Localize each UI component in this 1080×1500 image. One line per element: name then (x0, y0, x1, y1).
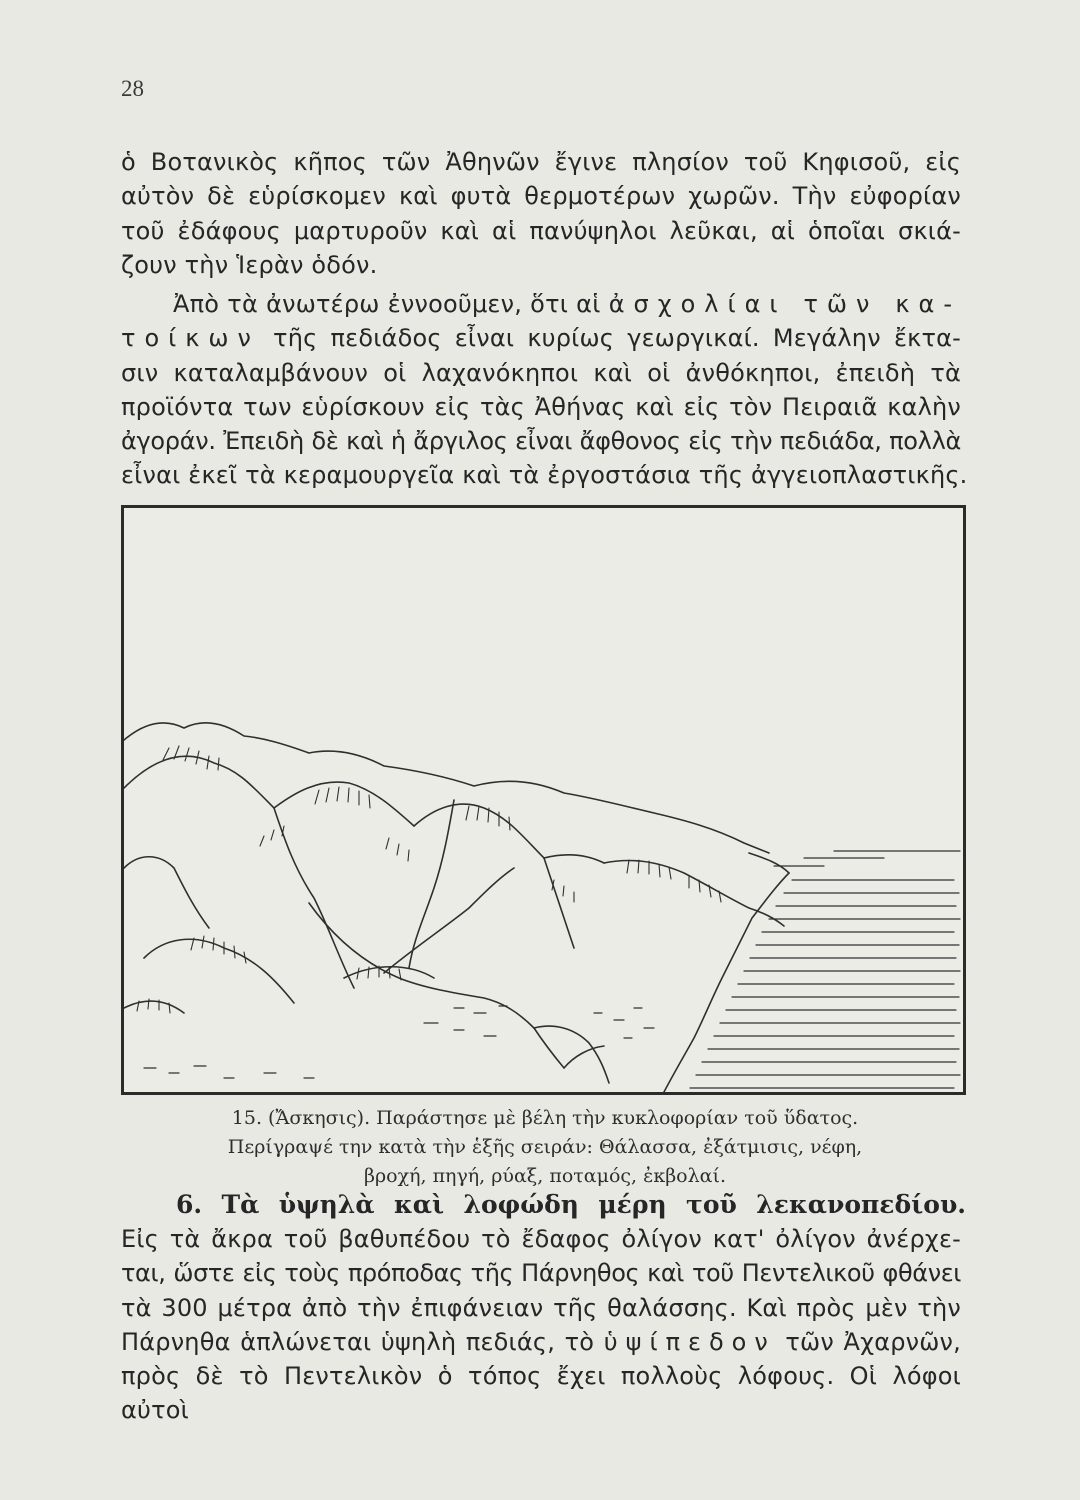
text-line: αὐτὸν δὲ εὑρίσκομεν καὶ φυτὰ θερμοτέρων χωρῶν. Τὴν εὐφορίαν (121, 182, 961, 211)
text-span: τῆς πεδιάδος εἶναι κυρίως γεωργικαί. Μεγάλην ἔκτα- (273, 324, 961, 353)
text-line: τοῦ ἐδάφους μαρτυροῦν καὶ αἱ πανύψηλοι λεῦκαι, αἱ ὁποῖαι σκιά- (121, 216, 961, 245)
section-heading: 6. Τὰ ὑψηλὰ καὶ λοφώδη μέρη τοῦ λεκανοπεδίου. (176, 1190, 966, 1219)
section-paragraph (121, 1222, 961, 1428)
page-number: 28 (121, 76, 144, 101)
spaced-emphasis: ὑψίπεδον (603, 1327, 776, 1356)
occupations-paragraph (121, 287, 968, 493)
figure-caption-line: Περίγραψέ την κατὰ τὴν ἑξῆς σειράν: Θάλασσα, ἐξάτμισις, νέφη, (227, 1136, 863, 1158)
text-line: ἀγοράν. Ἐπειδὴ δὲ καὶ ἡ ἄργιλος εἶναι ἄφθονος εἰς τὴν πεδιάδα, πολλὰ (121, 427, 961, 456)
text-line: τὰ 300 μέτρα ἀπὸ τὴν ἐπιφάνειαν τῆς θαλάσσης. Καὶ πρὸς μὲν τὴν (121, 1293, 961, 1322)
text-line: ται, ὥστε εἰς τοὺς πρόποδας τῆς Πάρνηθος καὶ τοῦ Πεντελικοῦ φθάνει (121, 1259, 961, 1288)
text-span: τῶν Ἀχαρνῶν, (785, 1327, 961, 1356)
mountains-and-sea-illustration (124, 508, 963, 1092)
text-line (121, 321, 961, 355)
text-line (121, 1325, 961, 1359)
figure-caption-line: 15. (Ἄσκησις). Παράστησε μὲ βέλη τὴν κυκλοφορίαν τοῦ ὕδατος. (231, 1107, 859, 1129)
text-line: σιν καταλαμβάνουν οἱ λαχανόκηποι καὶ οἱ ἀνθόκηποι, ἐπειδὴ τὰ (121, 358, 961, 387)
text-span: Πάρνηθα ἁπλώνεται ὑψηλὴ πεδιάς, τὸ (121, 1327, 595, 1356)
text-line: προϊόντα των εὑρίσκουν εἰς τὰς Ἀθήνας καὶ εἰς τὸν Πειραιᾶ καλὴν (121, 392, 961, 421)
spaced-emphasis: τοίκων (121, 324, 260, 353)
figure-illustration (121, 505, 966, 1095)
text-line (121, 287, 961, 321)
text-line: ζουν τὴν Ἱερὰν ὁδόν. (121, 250, 378, 279)
spaced-emphasis: ἀσχολίαι τῶν κα- (608, 290, 961, 318)
intro-paragraph (121, 145, 961, 282)
text-line: Εἰς τὰ ἄκρα τοῦ βαθυπέδου τὸ ἔδαφος ὀλίγον κατ' ὀλίγον ἀνέρχε- (121, 1225, 961, 1253)
text-line: πρὸς δὲ τὸ Πεντελικὸν ὁ τόπος ἔχει πολλοὺς λόφους. Οἱ λόφοι αὐτοὶ (121, 1362, 961, 1425)
text-span: Ἀπὸ τὰ ἀνωτέρω ἐννοοῦμεν, ὅτι αἱ (173, 290, 601, 318)
figure-caption-line: βροχή, πηγή, ρύαξ, ποταμός, ἐκβολαί. (364, 1165, 726, 1187)
text-line: εἶναι ἐκεῖ τὰ κεραμουργεῖα καὶ τὰ ἐργοστάσια τῆς ἀγγειοπλαστικῆς. (121, 461, 968, 490)
text-line: ὁ Βοτανικὸς κῆπος τῶν Ἀθηνῶν ἔγινε πλησίον τοῦ Κηφισοῦ, εἰς (121, 148, 961, 176)
